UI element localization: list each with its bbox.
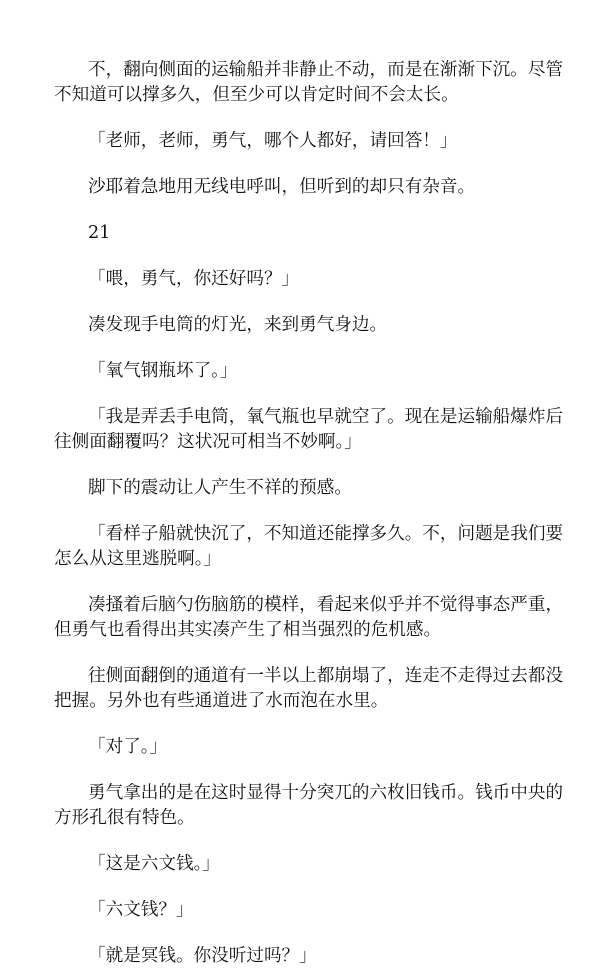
paragraph: 「看样子船就快沉了，不知道还能撑多久。不，问题是我们要怎么从这里逃脱啊。」 (54, 524, 564, 569)
paragraph: 「氧气钢瓶坏了。」 (88, 361, 238, 381)
paragraph: 凑搔着后脑勺伤脑筋的模样，看起来似乎并不觉得事态严重，但勇气也看得出其实凑产生了相当强烈的危机感。 (54, 595, 564, 640)
paragraph: 「老师，老师，勇气，哪个人都好，请回答！」 (88, 131, 458, 151)
paragraph: 脚下的震动让人产生不祥的预感。 (88, 478, 352, 498)
paragraph: 往侧面翻倒的通道有一半以上都崩塌了，连走不走得过去都没把握。另外也有些通道进了水而泡在水里。 (54, 666, 564, 711)
paragraph: 「对了。」 (88, 737, 168, 757)
paragraph: 「六文钱？」 (88, 900, 194, 920)
paragraph: 「喂，勇气，你还好吗？」 (88, 269, 300, 289)
chapter-number: 21 (88, 223, 111, 243)
paragraph: 勇气拿出的是在这时显得十分突兀的六枚旧钱币。钱币中央的方形孔很有特色。 (54, 783, 564, 828)
paragraph: 凑发现手电筒的灯光，来到勇气身边。 (88, 315, 388, 335)
paragraph: 「这是六文钱。」 (88, 854, 220, 874)
paragraph: 沙耶着急地用无线电呼叫，但听到的却只有杂音。 (88, 177, 476, 197)
paragraph: 「就是冥钱。你没听过吗？」 (88, 946, 317, 966)
paragraph: 「我是弄丢手电筒，氧气瓶也早就空了。现在是运输船爆炸后往侧面翻覆吗？这状况可相当不妙啊。」 (54, 407, 564, 452)
paragraph: 不，翻向侧面的运输船并非静止不动，而是在渐渐下沉。尽管不知道可以撑多久，但至少可以肯定时间不会太长。 (54, 60, 564, 105)
